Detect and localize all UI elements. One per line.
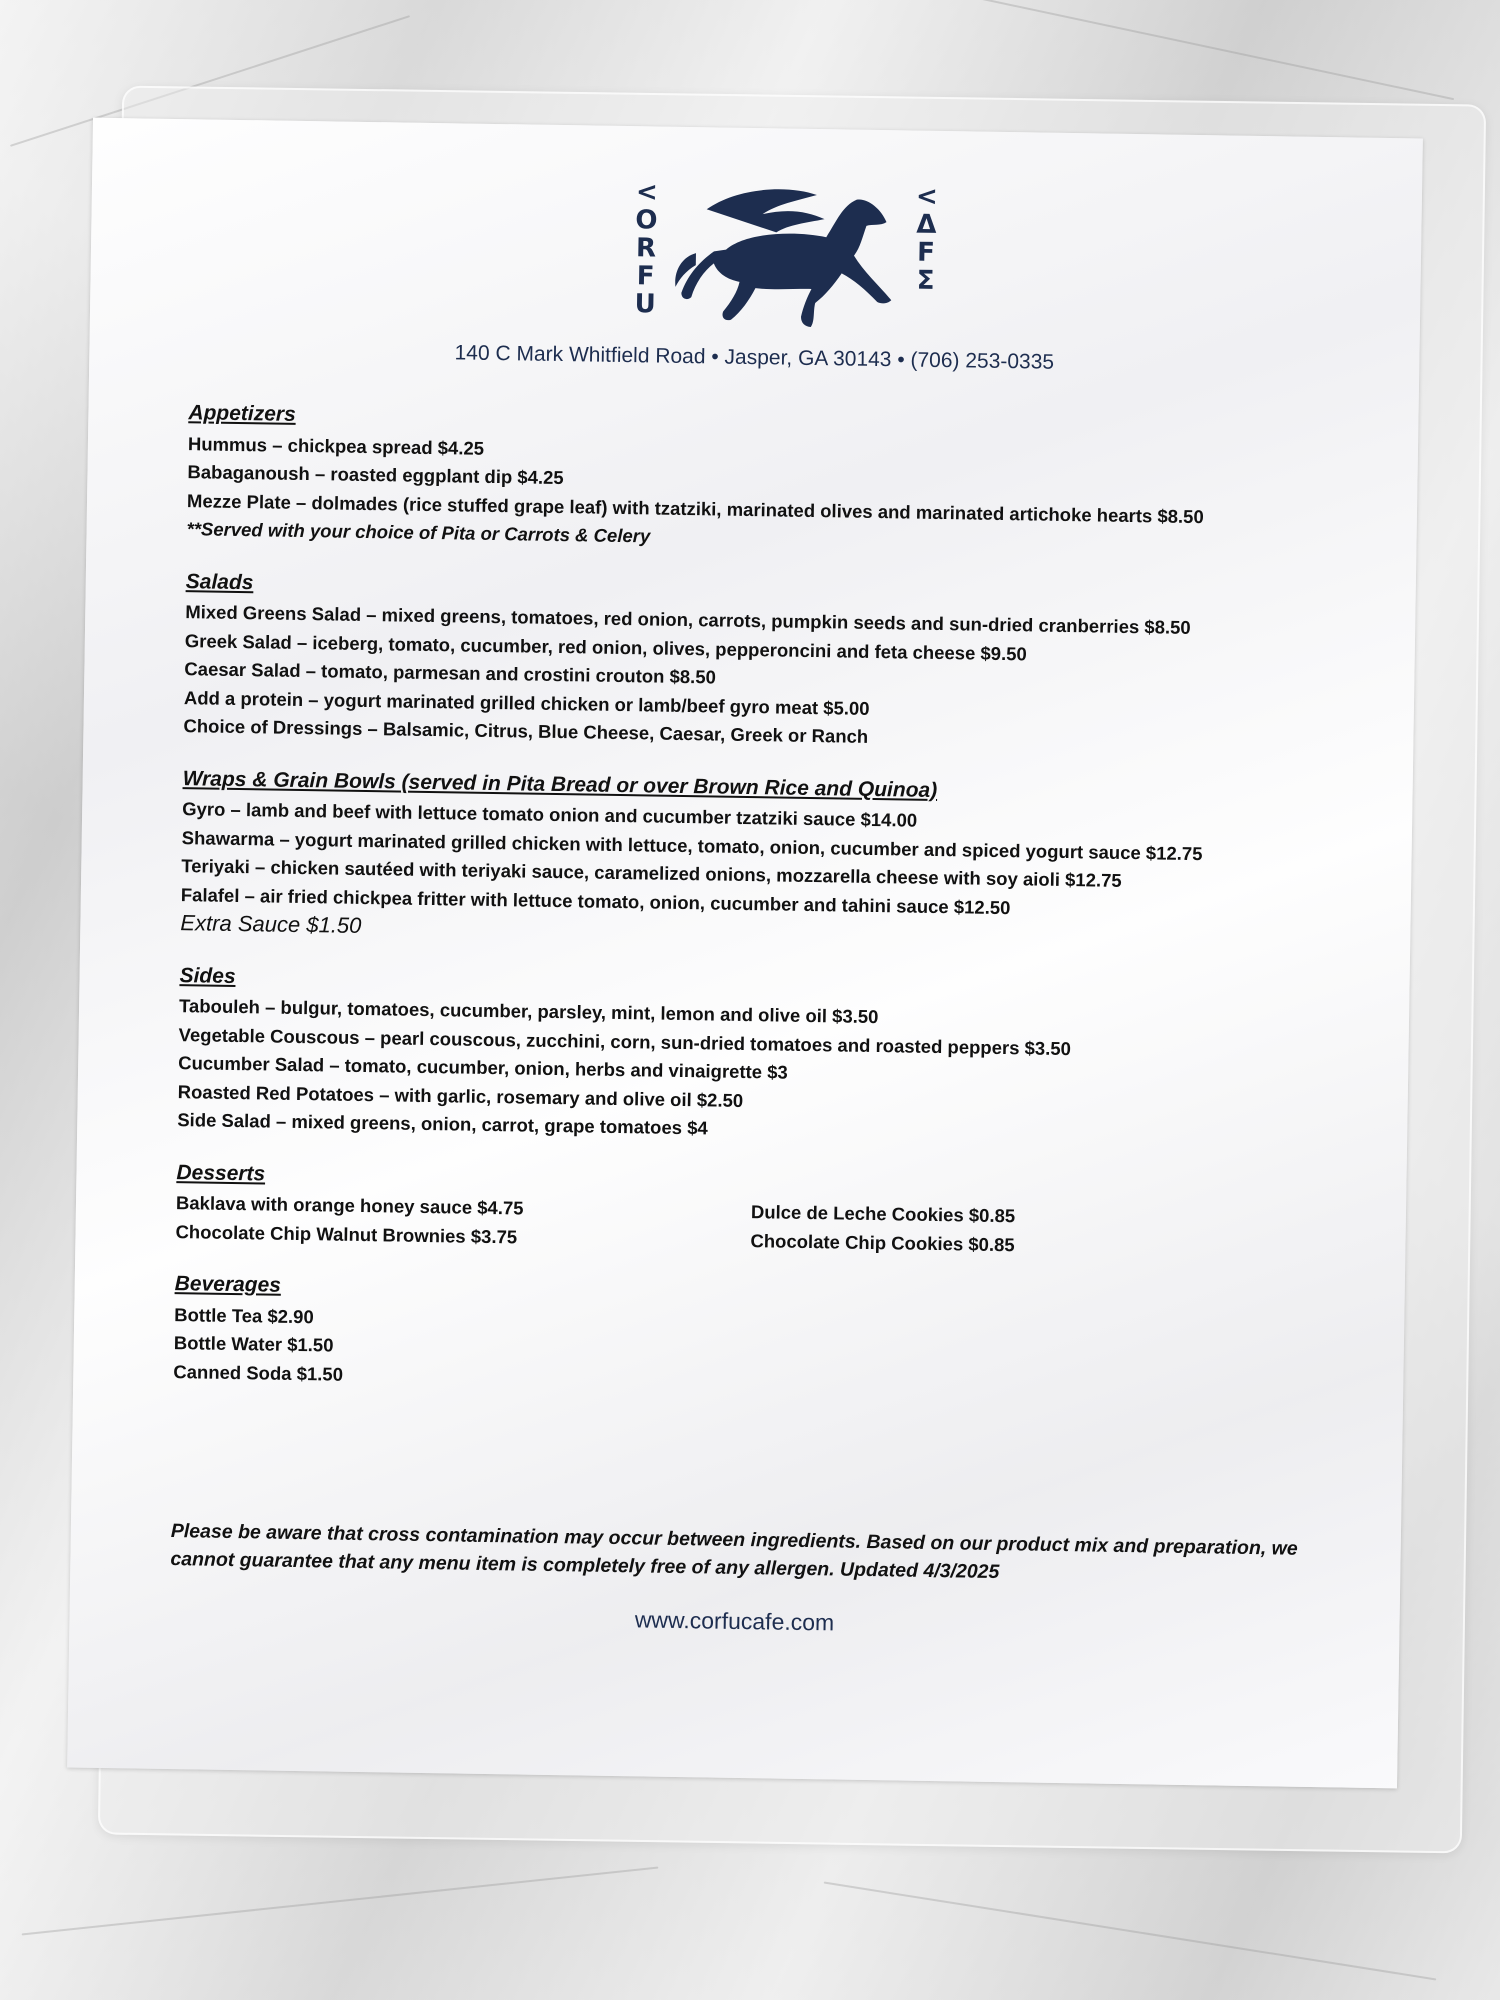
menu-item: Gyro – lamb and beef with lettuce tomato onion and cucumber tzatziki sauce $14.00 (182, 798, 918, 831)
menu-item: Mezze Plate – dolmades (rice stuffed grape leaf) with tzatziki, marinated olives and marinated artichoke hearts $8.50 (186, 489, 1204, 527)
section-beverages (173, 1270, 1325, 1404)
menu-item: Choice of Dressings – Balsamic, Citrus, Blue Cheese, Caesar, Greek or Ranch (183, 715, 869, 747)
menu-item: Bottle Water $1.50 (173, 1332, 334, 1356)
marble-vein (906, 0, 1454, 100)
serving-note: **Served with your choice of Pita or Carrots & Celery (186, 518, 651, 547)
extra-sauce-note: Extra Sauce $1.50 (180, 910, 362, 938)
menu-item: Baklava with orange honey sauce $4.75 (175, 1192, 524, 1219)
desserts-column-right (750, 1198, 1326, 1264)
menu-item: Babaganoush – roasted eggplant dip $4.25 (187, 461, 564, 489)
logo-letters-left (625, 178, 667, 319)
menu-item: Add a protein – yogurt marinated grilled chicken or lamb/beef gyro meat $5.00 (183, 686, 870, 719)
logo-letters-right (905, 182, 947, 295)
logo-letter: F (916, 237, 936, 268)
menu-item: Chocolate Chip Cookies $0.85 (750, 1229, 1015, 1255)
desserts-column-left (175, 1189, 751, 1255)
logo-letter: R (635, 233, 657, 264)
menu-item: Bottle Tea $2.90 (174, 1303, 314, 1327)
logo-letter: < (635, 177, 659, 208)
website-url: www.corfucafe.com (634, 1606, 835, 1636)
section-heading: Wraps & Grain Bowls (served in Pita Bread or over Brown Rice and Quinoa) (182, 766, 938, 802)
menu-item: Teriyaki – chicken sautéed with teriyaki sauce, caramelized onions, mozzarella cheese with soy aioli $12.75 (181, 855, 1122, 891)
logo-letter: O (635, 205, 658, 236)
menu-item: Mixed Greens Salad – mixed greens, tomatoes, red onion, carrots, pumpkin seeds and sun-dried cranberries $8.50 (185, 601, 1191, 638)
menu-item: Vegetable Couscous – pearl couscous, zucchini, corn, sun-dried tomatoes and roasted peppers $3.50 (178, 1023, 1072, 1059)
menu-body (173, 399, 1339, 1428)
marble-vein (22, 1867, 659, 1936)
menu-item: Canned Soda $1.50 (173, 1360, 344, 1385)
allergen-disclaimer: Please be aware that cross contamination may occur between ingredients. Based on our product mix and preparation, we cannot guarantee that any menu item is completely free of any allergen. Updated 4/3/2025 (170, 1520, 1298, 1584)
menu-item: Chocolate Chip Walnut Brownies $3.75 (175, 1220, 518, 1247)
section-appetizers (186, 399, 1338, 562)
section-heading: Salads (185, 569, 254, 594)
menu-item: Falafel – air fried chickpea fritter with lettuce tomato, onion, cucumber and tahini sauce $12.50 (180, 883, 1011, 918)
marble-vein (824, 1882, 1437, 1981)
section-heading: Sides (179, 963, 236, 988)
menu-item: Side Salad – mixed greens, onion, carrot, grape tomatoes $4 (177, 1109, 708, 1139)
menu-item: Cucumber Salad – tomato, cucumber, onion, herbs and vinaigrette $3 (178, 1052, 788, 1083)
menu-item: Hummus – chickpea spread $4.25 (187, 432, 485, 459)
menu-item: Caesar Salad – tomato, parmesan and crostini crouton $8.50 (184, 658, 717, 688)
logo-letter: U (634, 289, 656, 320)
section-heading: Appetizers (188, 401, 296, 426)
section-wraps (180, 765, 1333, 956)
menu-item: Roasted Red Potatoes – with garlic, rosemary and olive oil $2.50 (177, 1080, 744, 1111)
logo-letter: Δ (916, 209, 937, 240)
logo-letter: Σ (916, 265, 935, 296)
menu-item: Tabouleh – bulgur, tomatoes, cucumber, parsley, mint, lemon and olive oil $3.50 (178, 995, 879, 1028)
logo-letter: < (915, 181, 939, 212)
menu-item: Dulce de Leche Cookies $0.85 (750, 1201, 1016, 1227)
section-desserts (175, 1159, 1326, 1265)
menu-item: Shawarma – yogurt marinated grilled chicken with lettuce, tomato, onion, cucumber and spiced yogurt sauce $12.75 (181, 826, 1203, 864)
section-sides (177, 962, 1330, 1153)
section-heading: Beverages (174, 1272, 282, 1297)
section-salads (183, 568, 1336, 759)
winged-horse-icon (665, 179, 907, 333)
section-heading: Desserts (176, 1160, 266, 1185)
restaurant-address: 140 C Mark Whitfield Road • Jasper, GA 30143 • (706) 253-0335 (454, 341, 1055, 374)
menu-page (67, 118, 1423, 1789)
menu-item: Greek Salad – iceberg, tomato, cucumber, red onion, olives, pepperoncini and feta cheese $9.50 (184, 629, 1027, 664)
logo-letter: F (636, 261, 655, 292)
corfu-cafe-logo (625, 178, 947, 333)
